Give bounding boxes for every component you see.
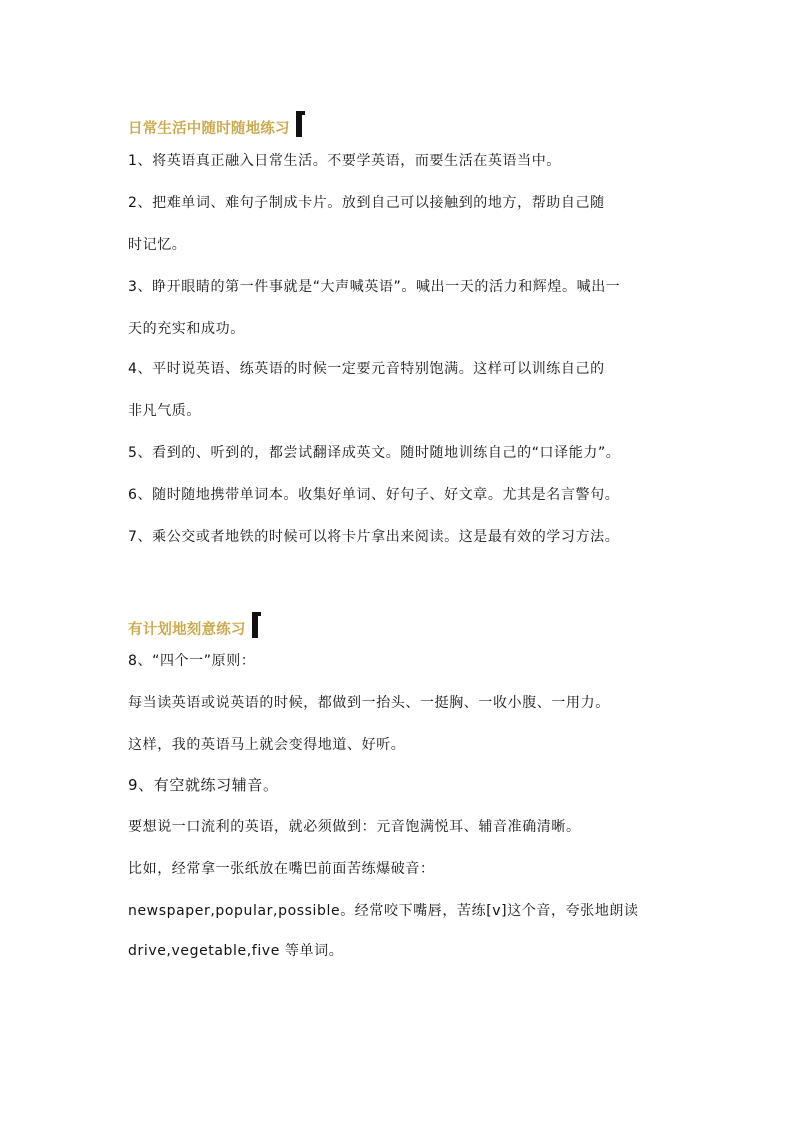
- text-cursor-mark: [296, 111, 302, 137]
- paragraph-line: 6、随时随地携带单词本。收集好单词、好句子、好文章。尤其是名言警句。: [128, 487, 620, 503]
- paragraph-line: 9、有空就练习辅音。: [128, 776, 279, 794]
- paragraph-line: 每当读英语或说英语的时候，都做到一抬头、一挺胸、一收小腹、一用力。: [128, 695, 610, 711]
- paragraph-line: 1、将英语真正融入日常生活。不要学英语，而要生活在英语当中。: [128, 153, 561, 169]
- section-heading-daily-practice: [128, 111, 302, 138]
- paragraph-line: 时记忆。: [128, 237, 187, 253]
- section-heading-text: 日常生活中随时随地练习: [128, 121, 290, 137]
- section-heading-deliberate-practice: [128, 612, 258, 639]
- paragraph-line: 要想说一口流利的英语，就必须做到：元音饱满悦耳、辅音准确清晰。: [128, 819, 581, 835]
- paragraph-line: newspaper,popular,possible。经常咬下嘴唇，苦练[v]这个音，夸张地朗读: [128, 903, 639, 919]
- paragraph-line: 8、“四个一”原则：: [128, 653, 256, 669]
- paragraph-line: 天的充实和成功。: [128, 321, 245, 337]
- text-cursor-mark: [252, 612, 258, 638]
- section-heading-text: 有计划地刻意练习: [128, 622, 246, 638]
- paragraph-line: 2、把难单词、难句子制成卡片。放到自己可以接触到的地方，帮助自己随: [128, 195, 605, 211]
- paragraph-line: 这样，我的英语马上就会变得地道、好听。: [128, 737, 406, 753]
- paragraph-line: 7、乘公交或者地铁的时候可以将卡片拿出来阅读。这是最有效的学习方法。: [128, 529, 620, 545]
- paragraph-line: 3、睁开眼睛的第一件事就是“大声喊英语”。喊出一天的活力和辉煌。喊出一: [128, 279, 621, 295]
- paragraph-line: drive,vegetable,five 等单词。: [128, 943, 344, 959]
- paragraph-line: 比如，经常拿一张纸放在嘴巴前面苦练爆破音：: [128, 861, 435, 877]
- paragraph-line: 5、看到的、听到的，都尝试翻译成英文。随时随地训练自己的“口译能力”。: [128, 445, 621, 461]
- paragraph-line: 非凡气质。: [128, 403, 201, 419]
- paragraph-line: 4、平时说英语、练英语的时候一定要元音特别饱满。这样可以训练自己的: [128, 361, 605, 377]
